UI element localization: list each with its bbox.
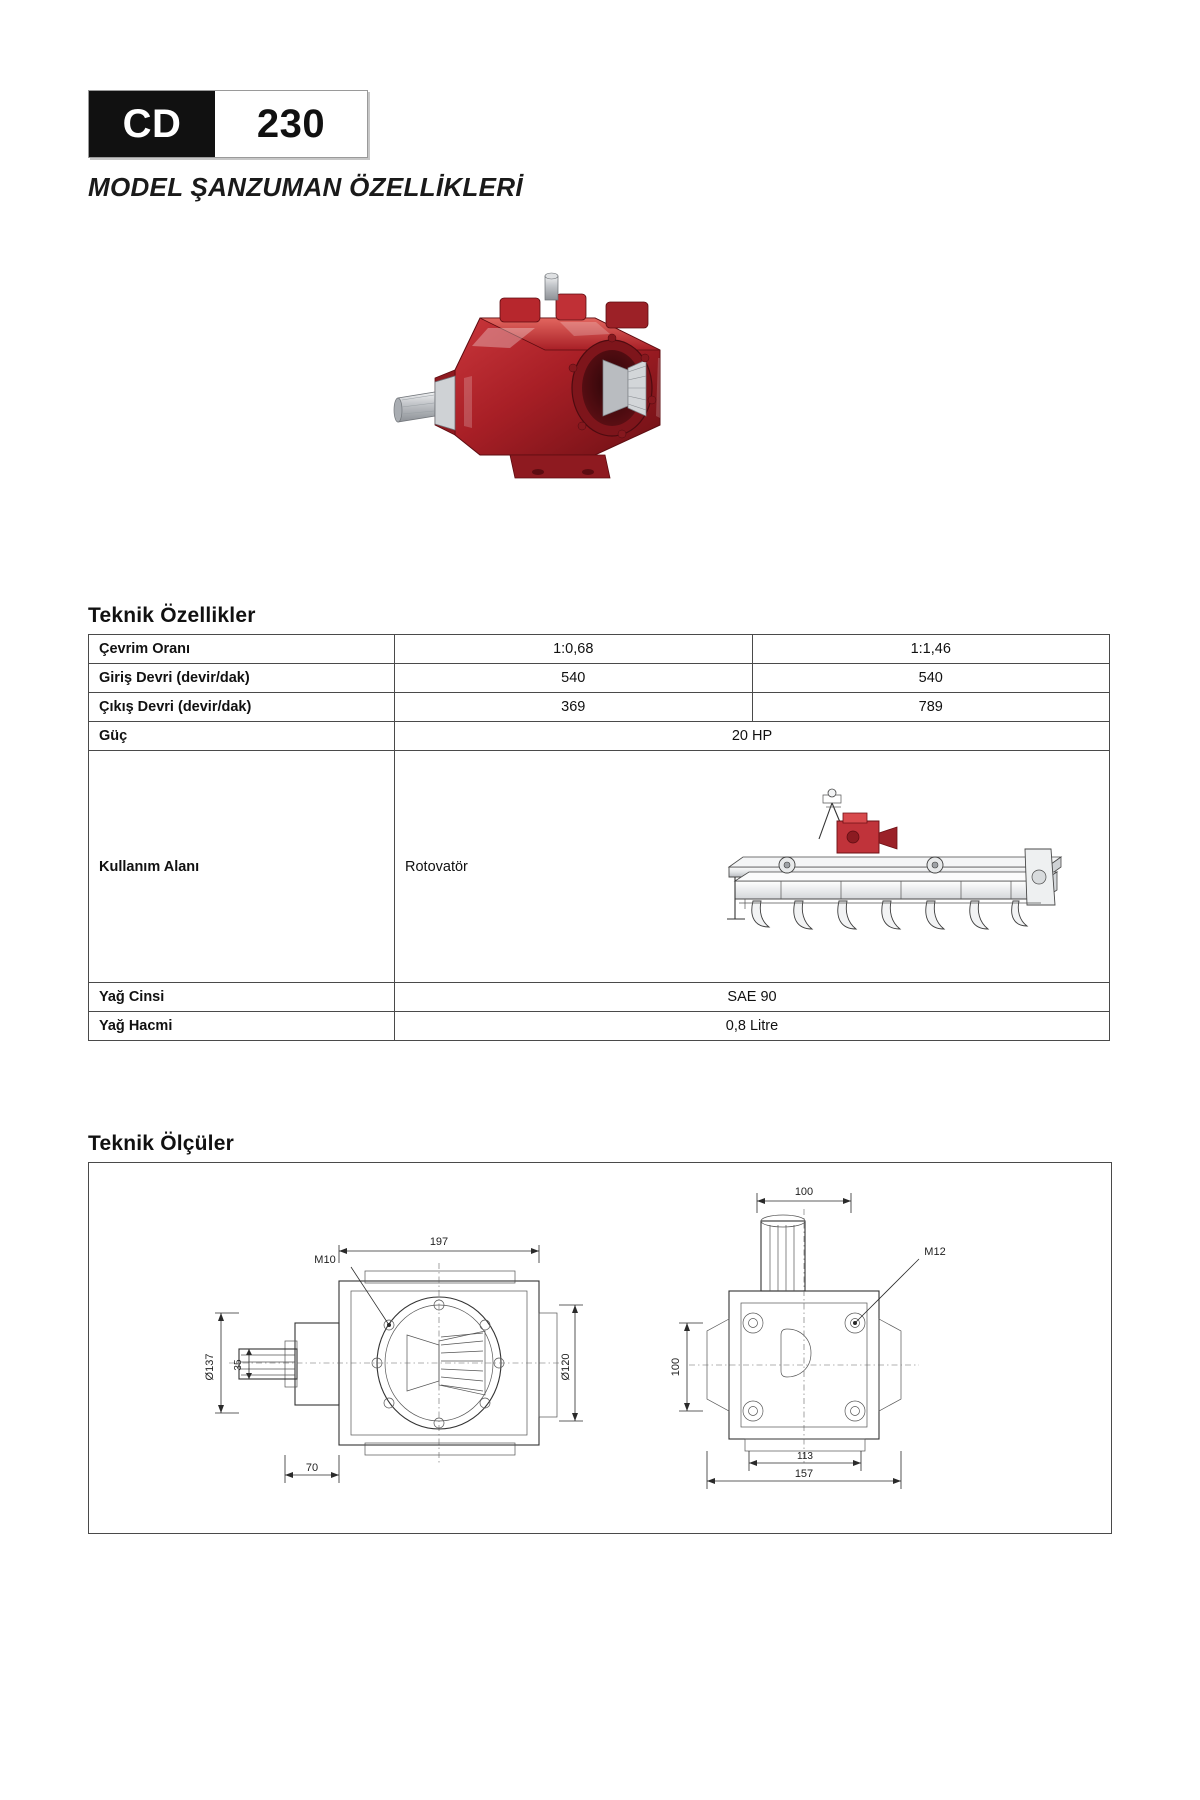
side-view-drawing	[204, 1236, 583, 1483]
spec-label: Yağ Cinsi	[89, 983, 395, 1012]
spec-value-2: 540	[752, 664, 1110, 693]
page-subtitle: MODEL ŞANZUMAN ÖZELLİKLERİ	[88, 172, 523, 202]
spec-value-2: 1:1,46	[752, 635, 1110, 664]
specs-table	[88, 634, 1110, 1041]
front-view-drawing	[670, 1186, 946, 1489]
dim-label-157: 157	[794, 1468, 814, 1480]
table-row	[89, 722, 1110, 751]
spec-label: Çevrim Oranı	[89, 635, 395, 664]
dim-label-d120: Ø120	[560, 1353, 572, 1381]
dim-label-113: 113	[797, 1451, 813, 1462]
table-row	[89, 664, 1110, 693]
dim-label-197: 197	[429, 1236, 449, 1248]
spec-label: Çıkış Devri (devir/dak)	[89, 693, 395, 722]
spec-value-span: SAE 90	[395, 983, 1110, 1012]
table-row	[89, 983, 1110, 1012]
spec-value-span: 20 HP	[395, 722, 1110, 751]
model-badge-number: 230	[215, 91, 367, 157]
model-badge-prefix: CD	[89, 91, 215, 157]
table-row	[89, 1012, 1110, 1041]
dimensions-panel	[88, 1162, 1112, 1534]
usage-cell	[395, 751, 1110, 983]
spec-value-1: 1:0,68	[395, 635, 753, 664]
usage-label: Kullanım Alanı	[89, 751, 395, 983]
product-photo	[360, 250, 740, 520]
dim-label-m12: M12	[924, 1246, 946, 1258]
spec-label: Güç	[89, 722, 395, 751]
rotovator-drawing	[691, 777, 1081, 957]
spec-value-1: 369	[395, 693, 753, 722]
dim-label-m10: M10	[314, 1254, 336, 1266]
usage-value: Rotovatör	[405, 858, 468, 875]
dimensions-section-title: Teknik Ölçüler	[88, 1132, 234, 1155]
dim-label-d137: Ø137	[204, 1353, 216, 1381]
model-badge	[88, 90, 368, 158]
spec-value-2: 789	[752, 693, 1110, 722]
page-header	[88, 90, 988, 203]
dim-label-100-top: 100	[794, 1186, 814, 1198]
dim-label-100-left: 100	[670, 1357, 682, 1377]
specs-section-title: Teknik Özellikler	[88, 604, 256, 627]
dim-label-70: 70	[305, 1462, 319, 1474]
dim-label-35: 35	[233, 1359, 244, 1371]
table-row-usage	[89, 751, 1110, 983]
table-row	[89, 635, 1110, 664]
spec-label: Giriş Devri (devir/dak)	[89, 664, 395, 693]
spec-value-span: 0,8 Litre	[395, 1012, 1110, 1041]
spec-value-1: 540	[395, 664, 753, 693]
spec-label: Yağ Hacmi	[89, 1012, 395, 1041]
table-row	[89, 693, 1110, 722]
